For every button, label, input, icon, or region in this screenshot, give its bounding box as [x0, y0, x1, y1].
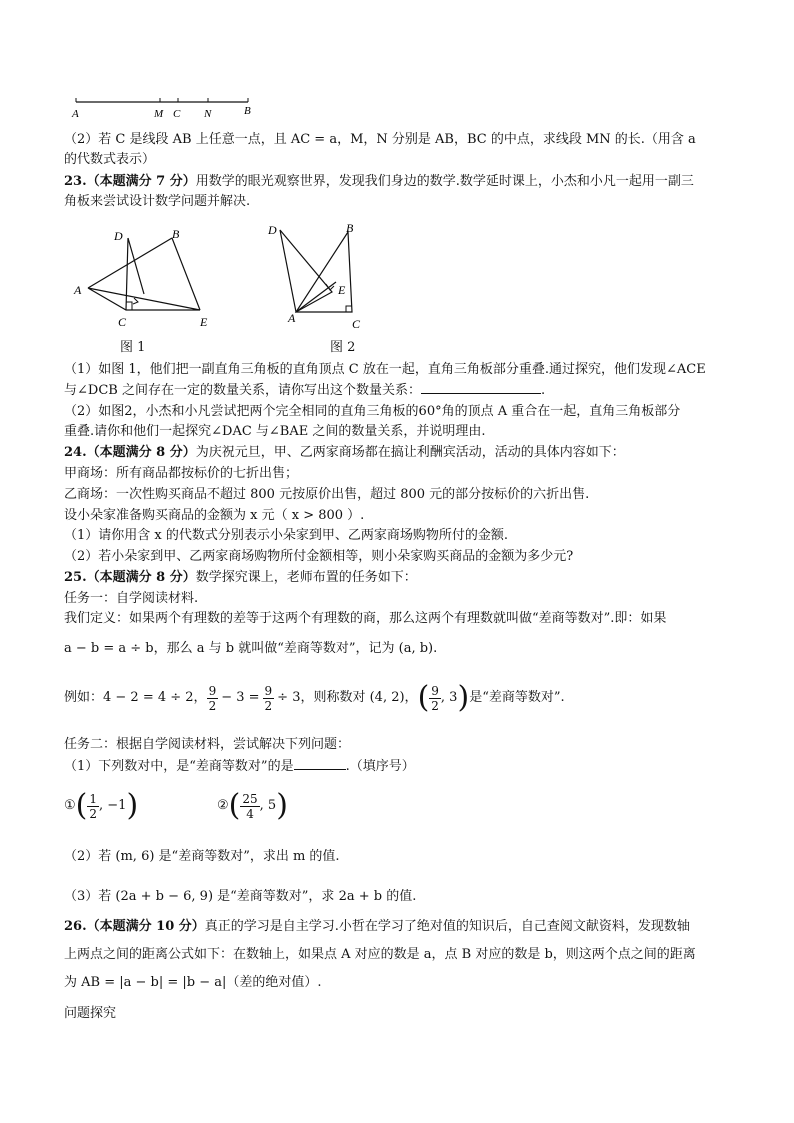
q23-part2-line1: （2）如图2，小杰和小凡尝试把两个完全相同的直角三角板的60°角的顶点 A 重合在一起，直角三角板部分 — [64, 404, 681, 419]
figure-2-caption: 图 2 — [330, 340, 356, 355]
segment-label-m: M — [154, 108, 164, 120]
example-fraction-3: $\frac{9}{2}$ — [431, 683, 439, 713]
q26-line4: 问题探究 — [64, 1006, 117, 1021]
q24-line4: 设小朵家准备购买商品的金额为 x 元（ x > 800 ）. — [64, 508, 365, 523]
q22-part2-line1: （2）若 C 是线段 AB 上任意一点，且 AC = a，M，N 分别是 AB，BC 的中点，求线段 MN 的长.（用含 a — [64, 132, 696, 147]
segment-label-c: C — [173, 108, 181, 120]
figure-2-triangles — [262, 218, 372, 334]
q25-line4: a − b = a ÷ b，那么 a 与 b 就叫做“差商等数对”，记为 (a, b). — [64, 641, 438, 656]
q23-part1-line2: 与∠DCB 之间存在一定的数量关系，请你写出这个数量关系： . — [64, 383, 546, 398]
fig1-point-b: B — [172, 227, 180, 241]
segment-label-b: B — [244, 105, 251, 117]
q25-answer-blank[interactable] — [294, 757, 346, 770]
q25-line8: （3）若 (2a + b − 6, 9) 是“差商等数对”，求 2a + b 的值. — [64, 889, 417, 904]
example-fraction-2: $\frac{9}{2}$ — [264, 683, 273, 713]
figure-1-caption: 图 1 — [120, 340, 146, 355]
q25-line1: 25.（本题满分 8 分）数学探究课上，老师布置的任务如下： — [64, 570, 417, 585]
q25-line5: 任务二：根据自学阅读材料，尝试解决下列问题： — [64, 737, 351, 752]
q24-line1: 24.（本题满分 8 分）为庆祝元旦，甲、乙两家商场都在搞让利酬宾活动，活动的具体内容如下： — [64, 445, 625, 460]
fig1-point-c: C — [118, 315, 127, 329]
fig2-point-b: B — [346, 221, 354, 235]
q24-line6: （2）若小朵家到甲、乙两家商场购物所付金额相等，则小朵家购买商品的金额为多少元? — [64, 549, 574, 564]
fig1-point-e: E — [200, 315, 208, 329]
q26-heading: 26.（本题满分 10 分） — [64, 919, 205, 934]
q24-line5: （1）请你用含 x 的代数式分别表示小朵家到甲、乙两家商场购物所付的金额. — [64, 528, 508, 543]
segment-figure — [68, 92, 268, 122]
fig2-point-c: C — [352, 317, 361, 331]
q24-line2: 甲商场：所有商品都按标价的七折出售； — [64, 466, 299, 481]
segment-label-n: N — [204, 108, 212, 120]
q25-line7: （2）若 (m, 6) 是“差商等数对”，求出 m 的值. — [64, 849, 340, 864]
q23-part1-line1: （1）如图 1，他们把一副直角三角板的直角顶点 C 放在一起，直角三角板部分重叠.通过探究，他们发现∠ACE — [64, 362, 706, 377]
q26-line2: 上两点之间的距离公式如下：在数轴上，如果点 A 对应的数是 a，点 B 对应的数是 b，则这两个点之间的距离 — [64, 947, 696, 962]
q23-line1: 23.（本题满分 7 分）用数学的眼光观察世界，发现我们身边的数学.数学延时课上，小杰和小凡一起用一副三 — [64, 174, 694, 189]
segment-label-a: A — [72, 108, 79, 120]
q23-answer-blank[interactable] — [421, 381, 541, 394]
fig2-point-a: A — [288, 311, 296, 325]
q25-line2: 任务一：自学阅读材料. — [64, 591, 199, 606]
example-fraction-1: $\frac{9}{2}$ — [208, 683, 217, 713]
fig2-point-d: D — [268, 223, 277, 237]
figure-1-triangles — [68, 222, 228, 332]
fig1-point-d: D — [114, 229, 123, 243]
q26-line1: 26.（本题满分 10 分）真正的学习是自主学习.小哲在学习了绝对值的知识后，自己查阅文献资料，发现数轴 — [64, 919, 690, 934]
q26-line3: 为 AB = |a − b| = |b − a|（差的绝对值）. — [64, 975, 322, 990]
q25-option-2: ② ( $\frac{25}{4}$ , 5 ) — [217, 788, 288, 823]
q25-heading: 25.（本题满分 8 分） — [64, 570, 196, 585]
q25-example-line: 例如：4 − 2 = 4 ÷ 2， $\frac{9}{2}$ − 3 = $\frac{9}{2}$ ÷ 3，则称数对 (4, 2)， ( $\frac{9}{2}$ , 3 ) 是“差商等数对”. — [64, 680, 565, 715]
fig2-point-e: E — [338, 283, 346, 297]
q23-part2-line2: 重叠.请你和他们一起探究∠DAC 与∠BAE 之间的数量关系，并说明理由. — [64, 424, 486, 439]
q23-heading: 23.（本题满分 7 分） — [64, 174, 196, 189]
q25-line6: （1）下列数对中，是“差商等数对”的是 .（填序号） — [64, 759, 415, 774]
q25-option-1: ① ( $\frac{1}{2}$ , −1 ) — [64, 788, 139, 823]
q24-line3: 乙商场：一次性购买商品不超过 800 元按原价出售，超过 800 元的部分按标价的六折出售. — [64, 487, 590, 502]
fig1-point-a: A — [74, 283, 82, 297]
q25-line3: 我们定义：如果两个有理数的差等于这两个有理数的商，那么这两个有理数就叫做“差商等数对”.即：如果 — [64, 611, 667, 626]
q23-line2: 角板来尝试设计数学问题并解决. — [64, 194, 251, 209]
q24-heading: 24.（本题满分 8 分） — [64, 445, 196, 460]
q22-part2-line2: 的代数式表示） — [64, 152, 156, 167]
